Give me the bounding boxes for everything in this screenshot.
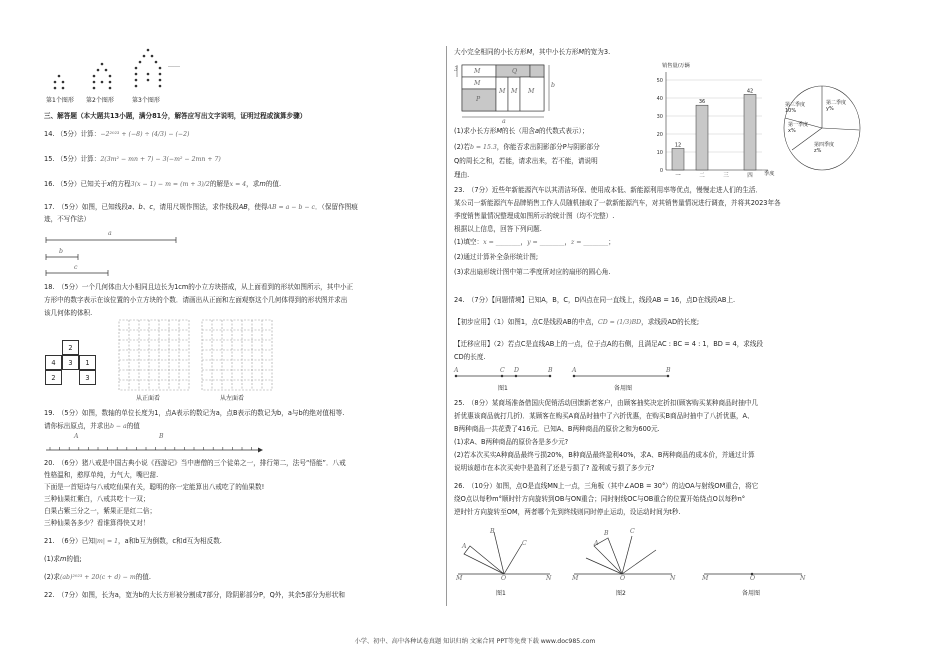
q26-fig2-o: O xyxy=(620,575,626,582)
q22-label-m: M xyxy=(474,80,481,87)
q22-label-m: M xyxy=(511,88,518,95)
q26-figure-1 xyxy=(456,522,556,582)
bar xyxy=(744,94,756,170)
q24-point-a: A xyxy=(454,367,459,374)
question-25-line2: 折优惠该商品就打几折)．某顾客在购买A商品时抽中了六折优惠，在购买B商品时抽中了八折优惠，A、 xyxy=(454,412,754,420)
question-20-line6: 三种仙果各多少？看谁算得快又对！ xyxy=(44,519,150,527)
q22-label-m: M xyxy=(528,88,535,95)
bar-chart-ylabel: 销售量/万辆 xyxy=(662,63,690,69)
q24-spare-caption: 备用图 xyxy=(614,385,633,392)
question-22-part1: (1)求小长方形M的长（用含a的代数式表示）； xyxy=(454,127,589,135)
question-23-part2: (2)通过计算补全条形统计图; xyxy=(454,253,539,261)
q22-label-p: P xyxy=(476,96,481,103)
q26-spare-o: O xyxy=(750,575,756,582)
q26-fig1-caption: 图1 xyxy=(496,590,506,597)
question-22-part2: (2)若b = 15.3，你能否求出阴影部分P与阴影部分 xyxy=(454,143,600,151)
question-23-part3: (3)求出扇形统计图中第二季度所对应的扇形的圆心角. xyxy=(454,268,611,276)
question-20-line1: 20. （6分）猪八戒是中国古典小说《西游记》当中唐僧的三个徒弟之一，排行第二，法号“悟能”．八戒 xyxy=(44,459,346,467)
bar-data-label: 12 xyxy=(674,142,682,149)
question-24-line3: 【迁移应用】（2）若点C是直线AB上的一点，位于点A的右侧，且满足AC : BC = 4 : 1，BD = 4，求线段 xyxy=(454,340,764,348)
q24-fig1-caption: 图1 xyxy=(498,385,508,392)
y-tick-label: 0 xyxy=(659,167,663,174)
q17-segments xyxy=(44,228,184,276)
q26-spare-n: N xyxy=(800,575,806,582)
question-24-line1: 24. （7分）【问题情境】已知A，B，C，D四点在同一直线上，线段AB = 16，点D在线段AB上. xyxy=(454,296,736,304)
figure-caption-3: 第3个图形 xyxy=(132,97,160,104)
point-a-label: A xyxy=(74,433,79,440)
top-view-grid xyxy=(44,330,104,390)
q22-label-a: a xyxy=(502,118,506,125)
question-26-line3: 逆时针方向旋转至OM，两者哪个先到终线则同时停止运动，设运动时间为t秒. xyxy=(454,508,681,516)
question-23-line1: 23. （7分）近些年新能源汽车以其清洁环保、使用成本低、新能源利用率等优点，慢慢走进人们的生活． xyxy=(454,186,763,194)
question-21-part2: (2)求(ab)²⁰²³ + 20(c + d) − m的值. xyxy=(44,573,151,581)
bar-data-label: 36 xyxy=(698,99,706,106)
q26-fig2-a: A xyxy=(594,540,599,547)
top-view-cell: 2 xyxy=(62,340,79,355)
bar xyxy=(672,148,684,170)
question-17-line2: 迹，不写作法） xyxy=(44,215,91,223)
figure-caption-2: 第2个图形 xyxy=(86,97,114,104)
point-b-label: B xyxy=(159,433,164,440)
top-view-cell: 1 xyxy=(79,355,96,370)
pie-label-q4: 第四季度 z% xyxy=(814,142,835,154)
question-20-line4: 三种仙果红紫白，八戒共吃十一双； xyxy=(44,495,150,503)
bar-chart-xlabel: 季度 xyxy=(764,171,775,177)
question-24-line4: CD的长度. xyxy=(454,353,486,361)
top-view-cell: 3 xyxy=(62,355,79,370)
q26-spare-caption: 备用图 xyxy=(742,590,761,597)
question-25-line5: (2)若本次买实A种商品最终亏损20%，B种商品最终盈利40%，求A、B两种商品的成本价，并通过计算 xyxy=(454,451,755,459)
q26-fig1-n: N xyxy=(546,575,552,582)
q26-fig1-m: M xyxy=(456,575,463,582)
pie-label-q2: 第二季度 y% xyxy=(826,100,847,112)
q26-spare-m: M xyxy=(702,575,709,582)
front-view-label: 从正面看 xyxy=(136,395,161,402)
x-tick-label: 一 xyxy=(675,173,681,179)
question-26-line1: 26. （10分）如图，点O是直线MN上一点，三角板（其中∠AOB = 30°）的边OA与射线OM重合，将它 xyxy=(454,482,759,490)
q26-fig2-m: M xyxy=(572,575,579,582)
top-view-cell: 3 xyxy=(79,370,96,385)
q26-fig2-caption: 图2 xyxy=(616,590,626,597)
x-tick-label: 二 xyxy=(699,173,705,179)
q22-label-m: M xyxy=(499,88,506,95)
bar xyxy=(696,105,708,170)
question-22-part2-line3: 理由. xyxy=(454,171,470,179)
y-tick-label: 50 xyxy=(656,77,663,84)
q22-width-3-label: 3 xyxy=(454,66,458,73)
y-tick-label: 10 xyxy=(656,149,663,156)
q26-fig1-c: C xyxy=(522,540,527,547)
segment-c-label: c xyxy=(74,264,78,271)
question-21-part1: (1)求m的值; xyxy=(44,555,82,563)
question-23-part1: (1)填空：x = ________，y = ________，z = ________； xyxy=(454,238,615,246)
segment-b-label: b xyxy=(59,248,63,255)
pie-label-q1: 第一季度 x% xyxy=(788,122,809,134)
question-25-line1: 25. （8分）某商场准备借国庆促销活动回馈新老客户，由顾客抽奖决定折扣(顾客购买某种商品时抽中几 xyxy=(454,399,759,407)
front-view-dashed-grid xyxy=(119,320,189,390)
question-19-line2: 请你标出原点，并求出b − a的值 xyxy=(44,422,140,430)
left-view-label: 从左面看 xyxy=(220,395,245,402)
question-22-part2-line2: Q的周长之和，若能，请求出来，若不能，请说明 xyxy=(454,157,598,165)
question-15: 15. （5分）计算：2(3m² − mn + 7) − 3(−m² − 2mn + 7) xyxy=(44,155,221,163)
page-footer: 小学、初中、高中各种试卷真题 知识归纳 文案合同 PPT等免费下载 www.doc985.com xyxy=(354,638,596,645)
q26-spare-figure xyxy=(702,522,812,582)
x-tick-label: 三 xyxy=(723,173,729,179)
question-23-line4: 根据以上信息，回答下列问题. xyxy=(454,225,542,233)
section-heading: 三、解答题（本大题共13小题，满分81分，解答应写出文字说明，证明过程或演算步骤） xyxy=(44,112,307,120)
question-20-line3: 下面是一首短诗与八戒吃仙果有关，聪明的你一定能算出八戒吃了的仙果数! xyxy=(44,483,265,491)
pie-label-q3: 第三季度 10% xyxy=(785,102,806,114)
figure-caption-1: 第1个图形 xyxy=(46,97,74,104)
q22-label-m: M xyxy=(474,68,481,75)
segment-a-label: a xyxy=(108,230,112,237)
x-tick-label: 四 xyxy=(747,173,753,179)
top-view-cell: 2 xyxy=(45,370,62,385)
q24-point-b: B xyxy=(548,367,553,374)
q26-figure-2 xyxy=(572,522,682,582)
question-18-line2: 方形中的数字表示在该位置的小立方块的个数．请画出从正面和左面观察这个几何体得到的形状图并求出 xyxy=(44,296,348,304)
column-divider xyxy=(446,46,447,606)
q22-label-b: b xyxy=(551,82,555,89)
figure-ellipsis: …… xyxy=(168,62,180,69)
q24-spare-figure xyxy=(572,368,672,382)
q24-point-d: D xyxy=(514,367,519,374)
q26-fig2-b: B xyxy=(604,530,609,537)
question-23-line3: 季度销售量情况整理成如图所示的统计图（均不完整）. xyxy=(454,212,615,220)
question-24-line2: 【初步应用】（1）如图1，点C是线段AB的中点，CD = (1/3)BD，求线段AD的长度; xyxy=(454,318,700,326)
q22-label-q: Q xyxy=(512,68,518,75)
bar-data-label: 42 xyxy=(746,88,754,95)
question-23-line2: 某公司一新能源汽车品牌销售工作人员随机抽取了一款新能源汽车，对其销售量情况进行调查，并将其2023年各 xyxy=(454,199,781,207)
q14-expression: −2²⁰²³ + (−8) ÷ (4/3) − (−2) xyxy=(100,131,190,138)
q24-spare-point-b: B xyxy=(666,367,671,374)
y-tick-label: 40 xyxy=(656,95,663,102)
question-21: 21. （6分）已知|m| = 1，a和b互为倒数，c和d互为相反数. xyxy=(44,537,222,545)
question-17: 17. （5分）如图，已知线段a、b、c，请用尺规作图法，求作线段AB，使得AB = a − b − c．（保留作图痕 xyxy=(44,203,358,211)
q15-expression: 2(3m² − mn + 7) − 3(−m² − 2mn + 7) xyxy=(100,156,221,163)
q26-fig1-b: B xyxy=(490,528,495,535)
y-tick-label: 20 xyxy=(656,131,663,138)
question-26-line2: 绕O点以每秒m°顺时针方向旋转到OB与ON重合；同时射线OC与OB重合的位置开始绕点O以每秒n° xyxy=(454,495,746,503)
question-20-line5: 白果占紫三分之一，紫果正是红二倍； xyxy=(44,507,157,515)
question-20-line2: 性格温和，憨厚单纯，力气大，嘴巴甜. xyxy=(44,471,159,479)
left-view-dashed-grid xyxy=(202,320,272,390)
bar-chart xyxy=(648,62,778,180)
q24-spare-point-a: A xyxy=(572,367,577,374)
question-22-line1: 22. （7分）如图，长为a，宽为b的大长方形被分割成7部分，除阴影部分P，Q外，其余5部分为形状和 xyxy=(44,591,345,599)
q26-fig1-o: O xyxy=(501,575,507,582)
q26-fig1-a: A xyxy=(462,543,467,550)
q26-fig2-n: N xyxy=(670,575,676,582)
q26-fig2-c: C xyxy=(630,528,635,535)
question-25-line4: (1)求A、B两种商品的原价各是多少元? xyxy=(454,438,569,446)
question-18-line1: 18. （5分）一个几何体由大小相同且边长为1cm的小立方块搭成，从上面看到的形状如图所示，其中小正 xyxy=(44,283,354,291)
question-16: 16. （5分）已知关于x的方程3(x − 1) − m = (m + 3)/2的解是x = 4，求m的值. xyxy=(44,180,282,188)
q24-point-c: C xyxy=(500,367,505,374)
dot-pattern-figures xyxy=(44,44,184,94)
y-tick-label: 30 xyxy=(656,113,663,120)
question-19-line1: 19. （5分）如图，数轴的单位长度为1，点A表示的数记为a，点B表示的数记为b，a与b的绝对值相等. xyxy=(44,409,345,417)
question-22-line2: 大小完全相同的小长方形M，其中小长方形M的宽为3. xyxy=(454,48,611,56)
question-25-line6: 说明该超市在本次买卖中是盈利了还是亏损了? 盈利或亏损了多少元? xyxy=(454,464,655,472)
question-25-line3: B两种商品一共花费了416元．已知A、B两种商品的原价之和为600元. xyxy=(454,425,660,433)
top-view-cell: 4 xyxy=(45,355,62,370)
question-14: 14. （5分）计算：−2²⁰²³ + (−8) ÷ (4/3) − (−2) xyxy=(44,130,190,138)
question-18-line3: 该几何体的体积. xyxy=(44,309,93,317)
